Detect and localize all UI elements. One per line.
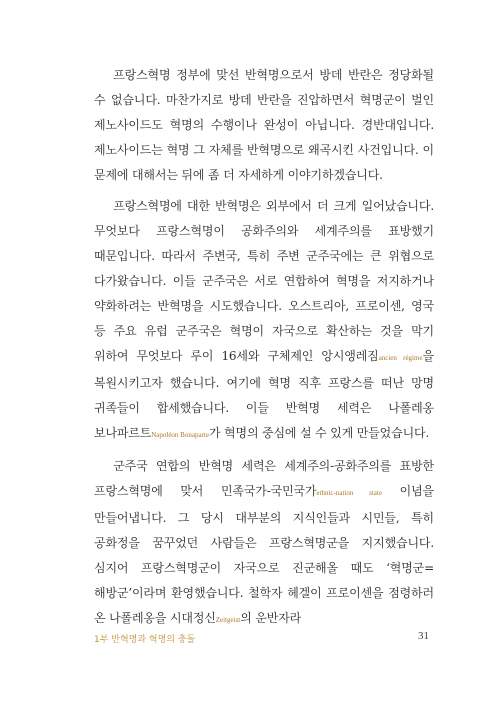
foreign-term-gloss: ancien régime — [378, 354, 423, 362]
foreign-term-gloss: Napoléon Bonaparte — [151, 431, 209, 439]
paragraph-text: 을 복원시키고자 했습니다. 여기에 혁명 직후 프랑스를 떠난 망명 귀족들이 합세했습니다. 이들 반혁명 세력은 나폴레옹 보나파르트 — [94, 349, 435, 440]
foreign-term-gloss: ethnic-nation state — [316, 489, 382, 497]
paragraph-3 — [94, 454, 434, 633]
paragraph-text: 의 운반자라 — [240, 611, 302, 625]
paragraph-2 — [94, 194, 434, 448]
paragraph-text: 군주국 연합의 반혁명 세력은 세계주의-공화주의를 표방한 프랑스혁명에 맞서 민족국가-국민국가 — [94, 459, 434, 498]
paragraph-text: 프랑스혁명에 대한 반혁명은 외부에서 더 크게 일어났습니다. 무엇보다 프랑스혁명이 공화주의와 세계주의를 표방했기 때문입니다. 따라서 주변국, 특히 주변 군주국에는 큰 위협으로 다가왔습니다. 이들 군주국은 서로 연합하여 혁명을 저지하거나 약화하려는 반혁명을 시도했습니다. 오스트리아, 프로이센, 영국 등 주요 유럽 군주국은 혁명이 자국으로 확산하는 것을 막기 위하여 무엇보다 루이 16세와 구체제인 앙시앵레짐 — [94, 199, 434, 363]
paragraph-text: 이념을 만들어냅니다. 그 당시 대부분의 지식인들과 시민들, 특히 공화정을 꿈꾸었던 사람들은 프랑스혁명군을 지지했습니다. 심지어 프랑스혁명군이 자국으로 진군해올 때도 ‘혁명군=해방군’이라며 환영했습니다. 철학자 헤겔이 프로이센을 점령하러 온 나폴레옹을 시대정신 — [94, 484, 435, 625]
paragraph-1 — [94, 63, 434, 188]
paragraph-text: 프랑스혁명 정부에 맞선 반혁명으로서 방데 반란은 정당화될 수 없습니다. 마찬가지로 방데 반란을 진압하면서 혁명군이 벌인 제노사이드도 혁명의 수행이나 완성이 아닙니다. 경반대입니다. 제노사이드는 혁명 그 자체를 반혁명으로 왜곡시킨 사건입니다. 이 문제에 대해서는 뒤에 좀 더 자세하게 이야기하겠습니다. — [94, 68, 434, 182]
foreign-term-gloss: Zeitgeist — [215, 616, 241, 624]
page-body — [94, 63, 434, 639]
running-footer-section-title: 1부 반혁명과 혁명의 충돌 — [94, 635, 196, 645]
paragraph-text: 가 혁명의 중심에 설 수 있게 만들었습니다. — [208, 426, 430, 440]
page-number: 31 — [418, 630, 429, 642]
